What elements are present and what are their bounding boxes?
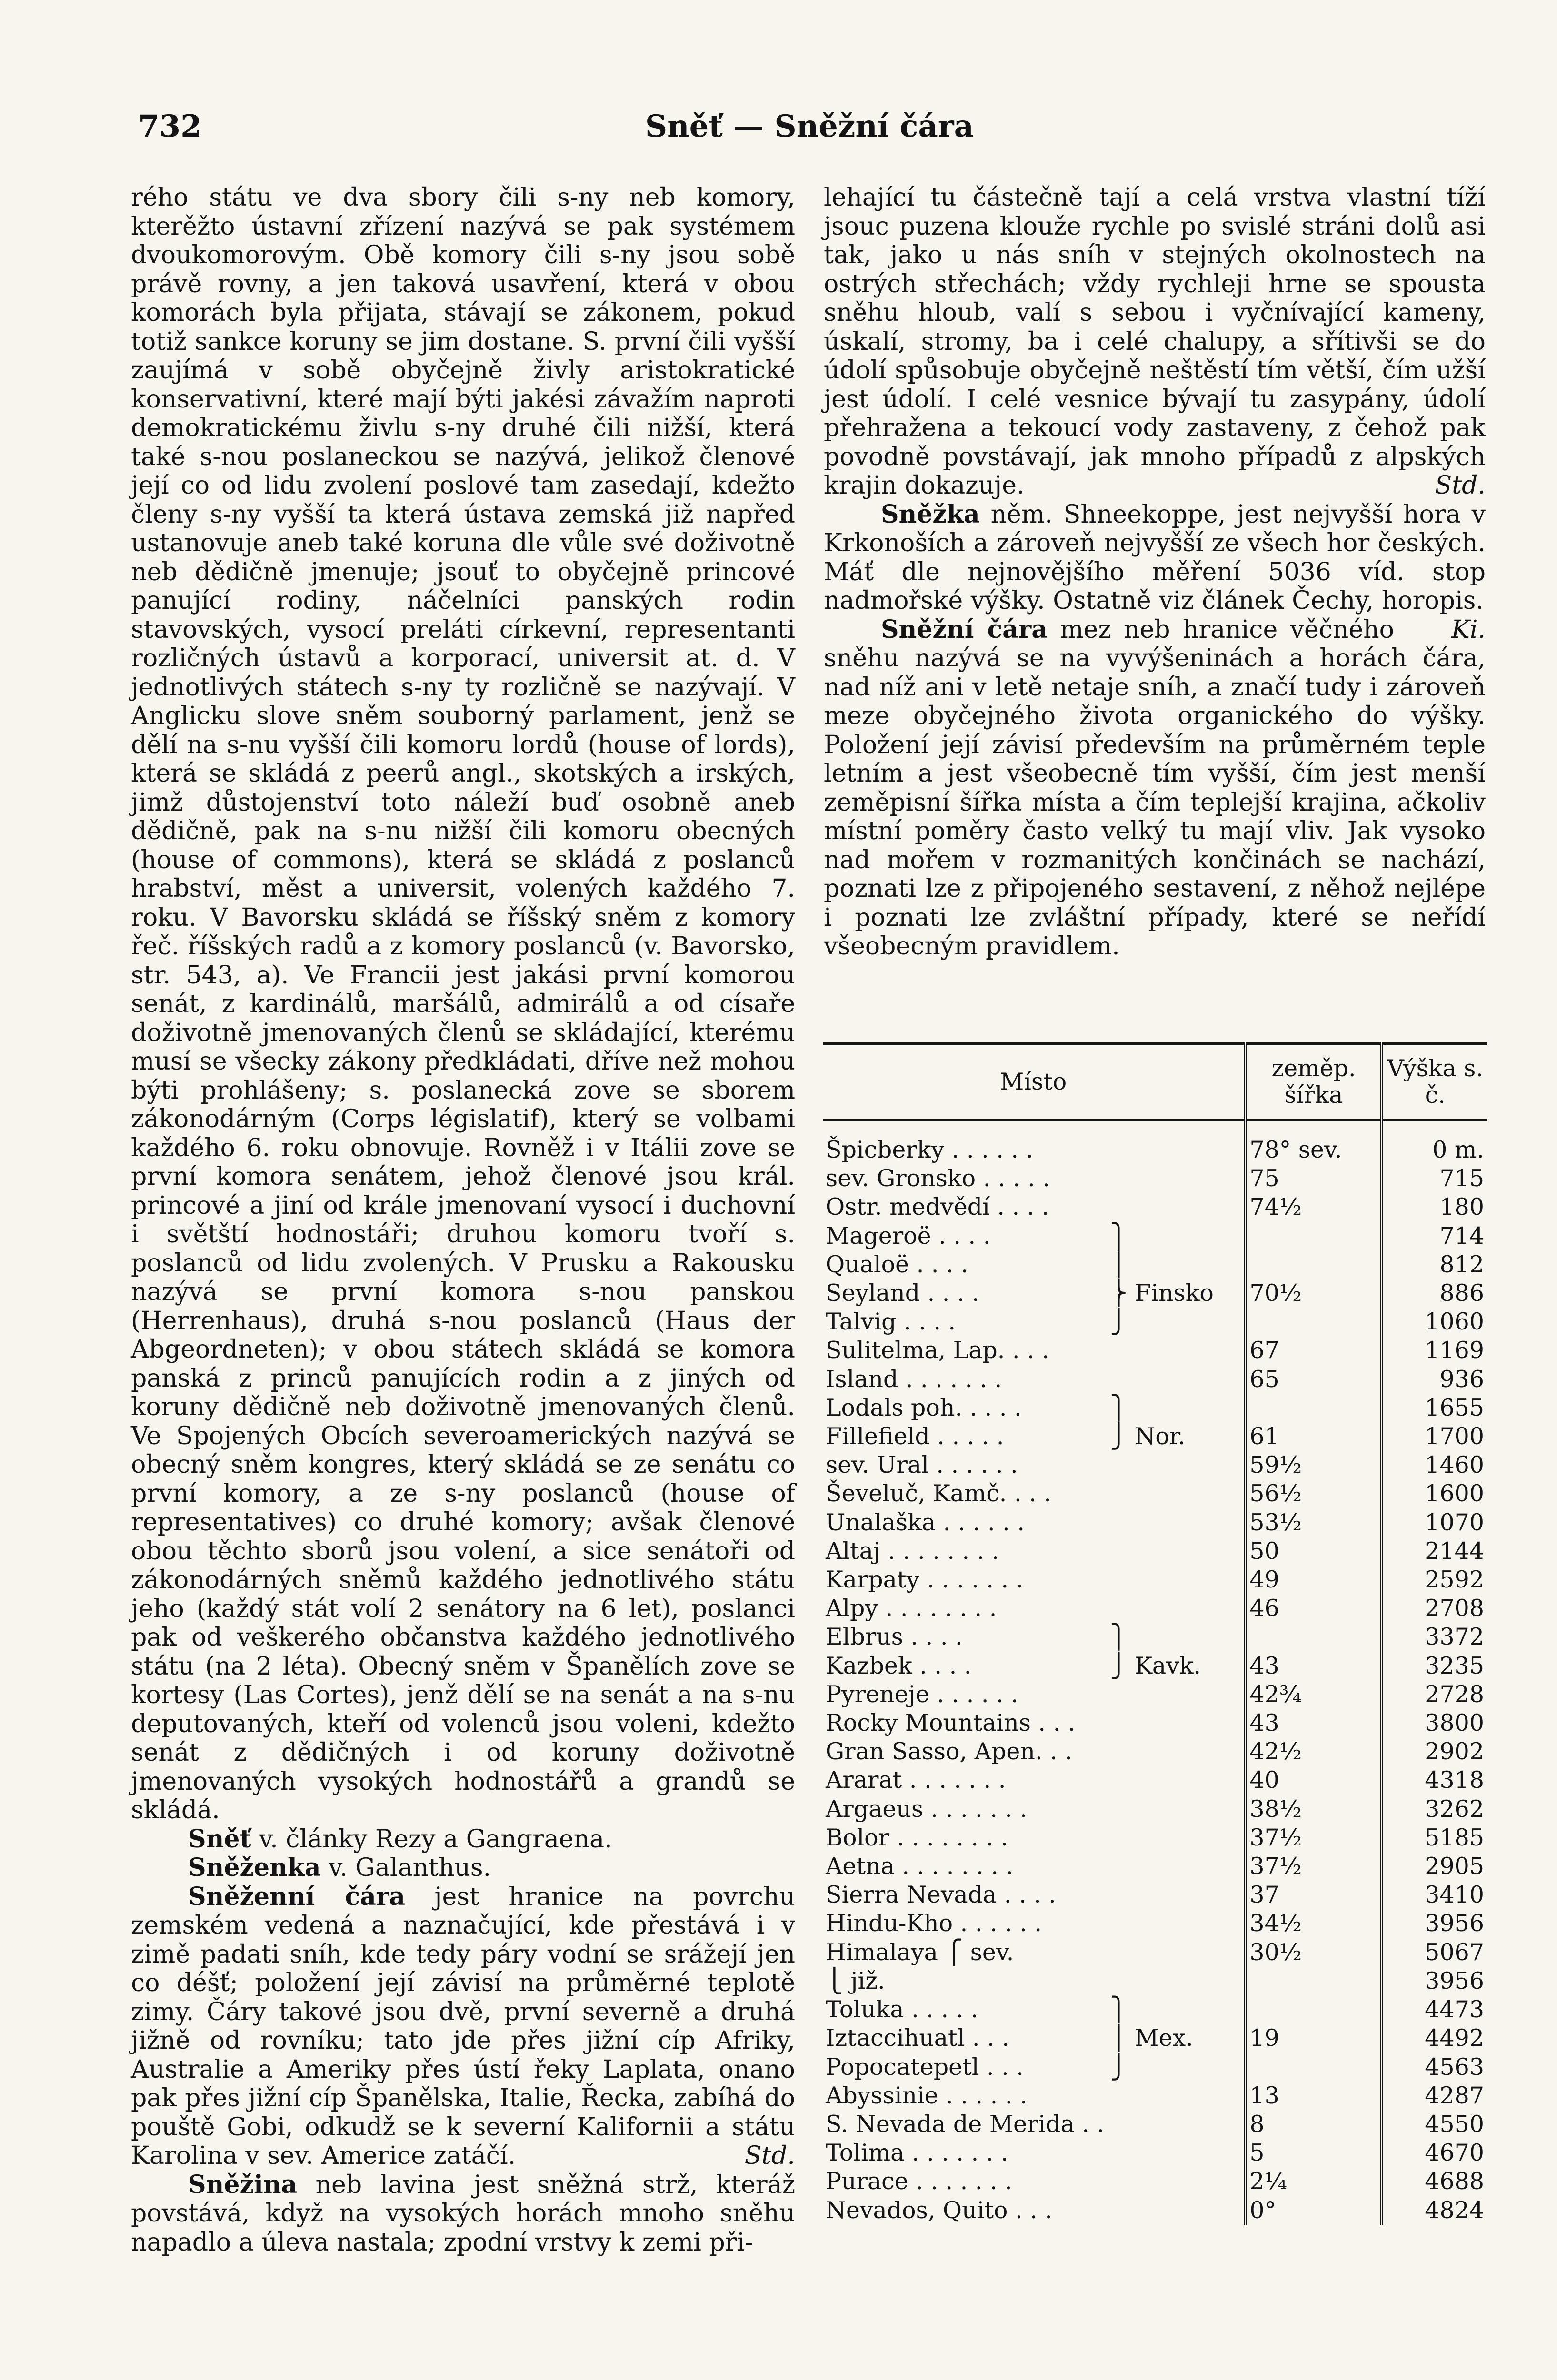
cell-lat: 34½: [1245, 1909, 1382, 1938]
table-row: [823, 1852, 1487, 1881]
table-row: [823, 1795, 1487, 1824]
cell-grp: ⎫: [1110, 1623, 1128, 1651]
cell-place: Tolima . . . . . . .: [826, 2139, 1008, 2167]
cell-alt: 2144: [1382, 1537, 1487, 1566]
cell-alt: 5185: [1382, 1824, 1487, 1852]
cell-lat: 75: [1245, 1164, 1382, 1193]
cell-place: Talvig . . . .: [826, 1308, 956, 1336]
cell-alt: 180: [1382, 1193, 1487, 1221]
table-row: [823, 1120, 1487, 1165]
cell-grp: [1107, 1120, 1245, 1165]
cell-place: Altaj . . . . . . . .: [826, 1537, 999, 1565]
cell-grp: ⎫: [1110, 1394, 1128, 1421]
author-signature: Ki.: [1451, 615, 1486, 644]
cell-place: Argaeus . . . . . . .: [826, 1795, 1028, 1823]
cell-lat: 53½: [1245, 1508, 1382, 1537]
table-row: [823, 1566, 1487, 1594]
left-column: [131, 183, 795, 2257]
table-row: [823, 1709, 1487, 1737]
cell-lat: [1245, 1967, 1382, 1995]
entry-snezenni-cara: Sněženní čára jest hranice na povrchu zemském vedená a naznačující, kde přestává i v zimě padati sníh, kde tedy páry vodní se srážejí jen co déšť; položení její závisí na průměrné teplotě zimy. Čáry takové jsou dvě, první severně a druhá jižně od rovníku; tato jde přes jižní cíp Afriky, Australie a Ameriky přes ústí řeky Laplata, onano pak přes jižní cíp Španělska, Italie, Řecka, zabíhá do pouště Gobi, odkudž se k severní Kalifornii a státu Karolina v sev. Americe zatáčí. Std.: [131, 1882, 796, 2170]
cell-place: Bolor . . . . . . . .: [826, 1824, 1008, 1851]
table-row: [823, 1222, 1487, 1250]
table-row: [823, 2024, 1487, 2053]
cell-alt: 2905: [1382, 1852, 1487, 1881]
cell-place: Popocatepetl . . .: [826, 2053, 1024, 2081]
cell-lat: 5: [1245, 2139, 1382, 2167]
table-row: [823, 1479, 1487, 1508]
cell-lat: [1245, 1250, 1382, 1279]
cell-grp: [1107, 1537, 1245, 1566]
table-row: [823, 2082, 1487, 2110]
cell-lat: [1245, 1394, 1382, 1422]
cell-alt: 2902: [1382, 1737, 1487, 1766]
cell-alt: 3956: [1382, 1909, 1487, 1938]
cell-alt: 1060: [1382, 1308, 1487, 1336]
cell-place: sev. Ural . . . . . .: [826, 1451, 1018, 1479]
cell-lat: 49: [1245, 1566, 1382, 1594]
cell-grp: [1107, 1193, 1245, 1221]
cell-place: Toluka . . . . .: [826, 1996, 978, 2023]
cell-grp: [1107, 1336, 1245, 1365]
cell-alt: 936: [1382, 1365, 1487, 1394]
cell-lat: 38½: [1245, 1795, 1382, 1824]
cell-grp: [1107, 1709, 1245, 1737]
cell-alt: 1700: [1382, 1422, 1487, 1451]
entry-continuation-right: lehající tu částečně tají a celá vrstva vlastní tíží jsouc puzena klouže rychle po svislé stráni dolů asi tak, jako u nás sníh v stejných okolnostech na ostrých střechách; vždy rychleji hrne se spousta sněhu hloub, valí s sebou i vyčnívající kameny, úskalí, stromy, ba i celé chalupy, a sřítivši se do údolí spůsobuje obyčejně neštěstí tím větší, čím užší jest údolí. I celé vesnice bývají tu zasypány, údolí přehražena a tekoucí vody zastaveny, z čehož pak povodně povstávají, jak mnoho případů z alpských krajin dokazuje. Std.: [824, 183, 1486, 500]
table-row: [823, 1250, 1487, 1279]
cell-grp: ⎬ Finsko: [1110, 1279, 1214, 1307]
table-row: [823, 2053, 1487, 2082]
cell-alt: 1600: [1382, 1479, 1487, 1508]
cell-grp: [1107, 1680, 1245, 1709]
entry-snezenka: Sněženka v. Galanthus.: [188, 1853, 491, 1882]
table-row: [823, 1652, 1487, 1680]
cell-place: Gran Sasso, Apen. . .: [826, 1738, 1072, 1765]
table-row: [823, 1995, 1487, 2024]
cell-lat: [1245, 1222, 1382, 1250]
table-header-row: [823, 1044, 1487, 1120]
cell-alt: 4670: [1382, 2139, 1487, 2167]
cell-lat: [1245, 1995, 1382, 2024]
cell-grp: [1107, 1967, 1245, 1995]
cell-alt: 714: [1382, 1222, 1487, 1250]
cell-place: Purace . . . . . . .: [826, 2168, 1012, 2195]
cell-grp: ⎫: [1110, 1222, 1128, 1250]
cell-alt: 1460: [1382, 1451, 1487, 1479]
cell-grp: [1107, 2110, 1245, 2139]
cell-grp: [1107, 2167, 1245, 2196]
cell-alt: 2592: [1382, 1566, 1487, 1594]
cell-place: Abyssinie . . . . . .: [826, 2082, 1028, 2109]
cell-lat: 67: [1245, 1336, 1382, 1365]
cell-alt: 4563: [1382, 2053, 1487, 2082]
table-row: [823, 1594, 1487, 1623]
table-row: [823, 1680, 1487, 1709]
cell-grp: ⎫: [1110, 1996, 1128, 2023]
cell-lat: 40: [1245, 1766, 1382, 1795]
cell-alt: 5067: [1382, 1938, 1487, 1967]
table-row: [823, 1737, 1487, 1766]
page-header: [138, 109, 1481, 151]
cell-place: Himalaya ⎧ sev.: [826, 1938, 1014, 1966]
header-place: Místo: [823, 1044, 1245, 1120]
cell-lat: 43: [1245, 1709, 1382, 1737]
cell-place: Ostr. medvědí . . . .: [826, 1193, 1049, 1221]
cell-lat: 59½: [1245, 1451, 1382, 1479]
table-row: [823, 1336, 1487, 1365]
table-row: [823, 1451, 1487, 1479]
cell-grp: [1107, 1164, 1245, 1193]
entry-snezina: Sněžina neb lavina jest sněžná strž, kteráž povstává, když na vysokých horách mnoho sněhu napadlo a úleva nastala; zpodní vrstvy k zemi při-: [131, 2170, 795, 2257]
cell-lat: [1245, 2053, 1382, 2082]
cell-lat: 30½: [1245, 1938, 1382, 1967]
cell-grp: [1107, 1824, 1245, 1852]
table-row: [823, 1938, 1487, 1967]
cell-grp: [1107, 1508, 1245, 1537]
cell-lat: 2¼: [1245, 2167, 1382, 2196]
table-row: [823, 1909, 1487, 1938]
cell-place: Rocky Mountains . . .: [826, 1709, 1076, 1737]
cell-place: Fillefield . . . . .: [826, 1423, 1004, 1450]
cell-grp: [1107, 1881, 1245, 1909]
cell-grp: [1107, 2139, 1245, 2167]
cell-lat: 78° sev.: [1245, 1120, 1382, 1165]
author-signature: Std.: [1435, 471, 1486, 500]
cell-alt: 1070: [1382, 1508, 1487, 1537]
table-row: [823, 1967, 1487, 1995]
cell-lat: 0°: [1245, 2196, 1382, 2225]
right-column: [824, 183, 1486, 961]
cell-grp: [1107, 1566, 1245, 1594]
cell-alt: 0 m.: [1382, 1120, 1487, 1165]
table-row: [823, 1766, 1487, 1795]
cell-place: Elbrus . . . .: [826, 1623, 963, 1651]
cell-place: Island . . . . . . .: [826, 1365, 1002, 1393]
cell-place: Seyland . . . .: [826, 1279, 979, 1307]
cell-alt: 3956: [1382, 1967, 1487, 1995]
cell-place: Ševeluč, Kamč. . . .: [826, 1480, 1051, 1507]
cell-alt: 812: [1382, 1250, 1487, 1279]
cell-grp: [1107, 2196, 1245, 2225]
entry-continuation: rého státu ve dva sbory čili s-ny neb komory, kterěžto ústavní zřízení nazývá se pak systémem dvoukomorovým. Obě komory čili s-ny jsou sobě právě rovny, a jen taková usavření, která v obou komorách byla přijata, stávají se zákonem, pokud totiž sankce koruny se jim dostane. S. první čili vyšší zaujímá v sobě obyčejně živly aristokratické konservativní, které mají býti jakési závažím naproti demokratickému živlu s-ny druhé čili nižší, která také s-nou poslaneckou se nazývá, jelikož členové její co od lidu zvolení poslové tam zasedají, kdežto členy s-ny vyšší ta která ústava zemská již napřed ustanovuje aneb také koruna dle vůle své doživotně neb dědičně jmenuje; jsouť to obyčejně princové panující rodiny, náčelníci panských rodin stavovských, vysocí preláti církevní, representanti rozličných ústavů a korporací, universit at. d. V jednotlivých státech s-ny ty rozličně se nazývají. V Anglicku slove sněm souborný parlament, jenž se dělí na s-nu vyšší čili komoru lordů (house of lords), která se skládá z peerů angl., skotských a irských, jimž důstojenství toto náleží buď osobně aneb dědičně, pak na s-nu nižší čili komoru obecných (house of commons), která se skládá z poslanců hrabství, měst a universit, volených každého 7. roku. V Bavorsku skládá se říšský sněm z komory řeč. říšských radů a z komory poslanců (v. Bavorsko, str. 543, a). Ve Francii jest jakási první komorou senát, z kardinálů, maršálů, admirálů a od císaře doživotně jmenovaných členů se skládající, kterému musí se všecky zákony předkládati, dříve než mohou býti prohlášeny; s. poslanecká zove se sborem zákonodárným (Corps législatif), který se volbami každého 6. roku obnovuje. Rovněž i v Itálii zove se první komora senátem, jehož členové jsou král. princové a jiní od krále jmenovaní vysocí i duchovní i světští hodnostáři; druhou komoru tvoří s. poslanců od lidu zvolených. V Prusku a Rakousku nazývá se první komora s-nou panskou (Herrenhaus), druhá s-nou poslanců (Haus der Abgeordneten); v obou státech skládá se komora panská z princů panujících rodin a z jiných od koruny dědičně neb doživotně jmenovaných členů. Ve Spojených Obcích severoamerických nazývá se obecný sněm kongres, který skládá se ze senátu co první komory, a ze s-ny poslanců (house of representatives) co druhé komory; avšak členové obou těchto sborů jsou volení, a sice senátoři od zákonodárných sněmů každého jednotlivého státu jeho (každý stát volí 2 senátory na 6 let), poslanci pak od veškerého občanstva každého jednotlivého státu (na 2 léta). Obecný sněm v Španělích zove se kortesy (Las Cortes), jenž dělí se na senát a na s-nu deputovaných, kteří od volenců jsou voleni, kdežto senát z dědičných i od koruny doživotně jmenovaných vysokých hodnostářů a grandů se skládá.: [131, 183, 795, 1825]
cell-alt: 4473: [1382, 1995, 1487, 2024]
cell-place: Qualoë . . . .: [826, 1250, 968, 1278]
cell-grp: [1107, 1594, 1245, 1623]
cell-place: ⎩ již.: [826, 1967, 885, 1994]
table-row: [823, 1623, 1487, 1651]
cell-lat: 13: [1245, 2082, 1382, 2110]
table-row: [823, 2110, 1487, 2139]
cell-place: Sulitelma, Lap. . . .: [826, 1337, 1049, 1364]
cell-alt: 886: [1382, 1279, 1487, 1308]
entry-snet: Sněť v. články Rezy a Gangraena.: [188, 1824, 612, 1854]
cell-grp: [1107, 1479, 1245, 1508]
cell-alt: 4287: [1382, 2082, 1487, 2110]
cell-lat: 56½: [1245, 1479, 1382, 1508]
table-row: [823, 1365, 1487, 1394]
cell-alt: 1169: [1382, 1336, 1487, 1365]
cell-grp: [1107, 1365, 1245, 1394]
cell-lat: 42½: [1245, 1737, 1382, 1766]
cell-place: Pyreneje . . . . . .: [826, 1680, 1018, 1708]
table-row: [823, 1824, 1487, 1852]
cell-place: S. Nevada de Merida . .: [826, 2110, 1104, 2138]
cell-lat: 46: [1245, 1594, 1382, 1623]
cell-grp: ⎪ Mex.: [1110, 2024, 1193, 2052]
cell-place: Nevados, Quito . . .: [826, 2196, 1052, 2224]
cell-grp: [1107, 1795, 1245, 1824]
cell-alt: 3372: [1382, 1623, 1487, 1651]
table-row: [823, 1422, 1487, 1451]
cell-lat: 42¾: [1245, 1680, 1382, 1709]
table-row: [823, 1508, 1487, 1537]
cell-lat: 65: [1245, 1365, 1382, 1394]
cell-grp: ⎭: [1110, 1308, 1128, 1336]
entry-snezni-cara: Sněžní čára mez neb hranice věčného sněhu nazývá se na vyvýšeninách a horách čára, nad níž ani v letě netaje sníh, a značí tudy i zároveň meze obyčejného života organického do výšky. Položení její závisí především na průměrném teple letním a jest všeobecně tím vyšší, čím jest menší zeměpisní šířka místa a čím teplejší krajina, ačkoliv místní poměry často velký tu mají vliv. Jak vysoko nad mořem v rozmanitých končinách se nachází, poznati lze z připojeného sestavení, z něhož nejlépe i poznati lze zvláštní případy, které se neřídí všeobecným pravidlem.: [824, 615, 1486, 961]
header-latitude: zeměp. šířka: [1245, 1044, 1382, 1120]
table-row: [823, 1193, 1487, 1221]
cell-grp: ⎪: [1110, 1250, 1128, 1278]
cell-alt: 4824: [1382, 2196, 1487, 2225]
cell-alt: 715: [1382, 1164, 1487, 1193]
cell-alt: 3410: [1382, 1881, 1487, 1909]
cell-place: Sierra Nevada . . . .: [826, 1881, 1056, 1909]
cell-place: Aetna . . . . . . . .: [826, 1853, 1014, 1880]
header-altitude: Výška s. č.: [1382, 1044, 1487, 1120]
cell-alt: 4318: [1382, 1766, 1487, 1795]
running-title: Sněť — Sněžní čára: [645, 109, 974, 144]
cell-place: Karpaty . . . . . . .: [826, 1566, 1024, 1594]
cell-grp: [1107, 1852, 1245, 1881]
snowline-table: [823, 1042, 1487, 2225]
cell-grp: [1107, 1909, 1245, 1938]
table-row: [823, 1164, 1487, 1193]
cell-lat: 74½: [1245, 1193, 1382, 1221]
cell-grp: ⎭ Kavk.: [1110, 1652, 1201, 1679]
cell-grp: ⎭: [1110, 2053, 1128, 2081]
entry-snezka: Sněžka něm. Shneekoppe, jest nejvyšší hora v Krkonoších a zároveň nejvyšší ze všech hor českých. Máť dle nejnovějšího měření 5036 víd. stop nadmořské výšky. Ostatně viz článek Čechy, horopis. Ki.: [824, 499, 1486, 644]
author-signature: Std.: [744, 2142, 795, 2170]
table-row: [823, 1537, 1487, 1566]
cell-place: sev. Gronsko . . . . .: [826, 1165, 1050, 1192]
table-row: [823, 2196, 1487, 2225]
cell-lat: 37½: [1245, 1852, 1382, 1881]
cell-grp: [1107, 1938, 1245, 1967]
cell-place: Lodals poh. . . . .: [826, 1394, 1022, 1421]
cell-alt: 4688: [1382, 2167, 1487, 2196]
cell-grp: [1107, 1737, 1245, 1766]
cell-lat: [1245, 1308, 1382, 1336]
cell-place: Ararat . . . . . . .: [826, 1766, 1006, 1794]
cell-lat: 50: [1245, 1537, 1382, 1566]
cell-alt: 3235: [1382, 1652, 1487, 1680]
cell-grp: ⎭ Nor.: [1110, 1423, 1186, 1450]
page-number: 732: [138, 109, 202, 144]
cell-grp: [1107, 2082, 1245, 2110]
cell-grp: [1107, 1766, 1245, 1795]
cell-alt: 3262: [1382, 1795, 1487, 1824]
cell-lat: 19: [1245, 2024, 1382, 2053]
cell-alt: 4492: [1382, 2024, 1487, 2053]
cell-place: Špicberky . . . . . .: [826, 1136, 1034, 1163]
table-row: [823, 1394, 1487, 1422]
cell-place: Mageroë . . . .: [826, 1222, 991, 1250]
cell-lat: [1245, 1623, 1382, 1651]
cell-alt: 2728: [1382, 1680, 1487, 1709]
cell-lat: 43: [1245, 1652, 1382, 1680]
table-row: [823, 1881, 1487, 1909]
table-row: [823, 1308, 1487, 1336]
cell-alt: 3800: [1382, 1709, 1487, 1737]
cell-place: Iztaccihuatl . . .: [826, 2024, 1009, 2052]
cell-lat: 61: [1245, 1422, 1382, 1451]
cell-lat: 37½: [1245, 1824, 1382, 1852]
cell-place: Alpy . . . . . . . .: [826, 1595, 997, 1622]
cell-place: Unalaška . . . . . .: [826, 1508, 1025, 1536]
table-row: [823, 2167, 1487, 2196]
cell-grp: [1107, 1451, 1245, 1479]
cell-alt: 2708: [1382, 1594, 1487, 1623]
cell-lat: 37: [1245, 1881, 1382, 1909]
table-row: [823, 1279, 1487, 1308]
cell-lat: 70½: [1245, 1279, 1382, 1308]
cell-place: Hindu-Kho . . . . . .: [826, 1910, 1042, 1937]
cell-place: Kazbek . . . .: [826, 1652, 972, 1679]
cell-lat: 8: [1245, 2110, 1382, 2139]
cell-alt: 1655: [1382, 1394, 1487, 1422]
table-row: [823, 2139, 1487, 2167]
cell-alt: 4550: [1382, 2110, 1487, 2139]
